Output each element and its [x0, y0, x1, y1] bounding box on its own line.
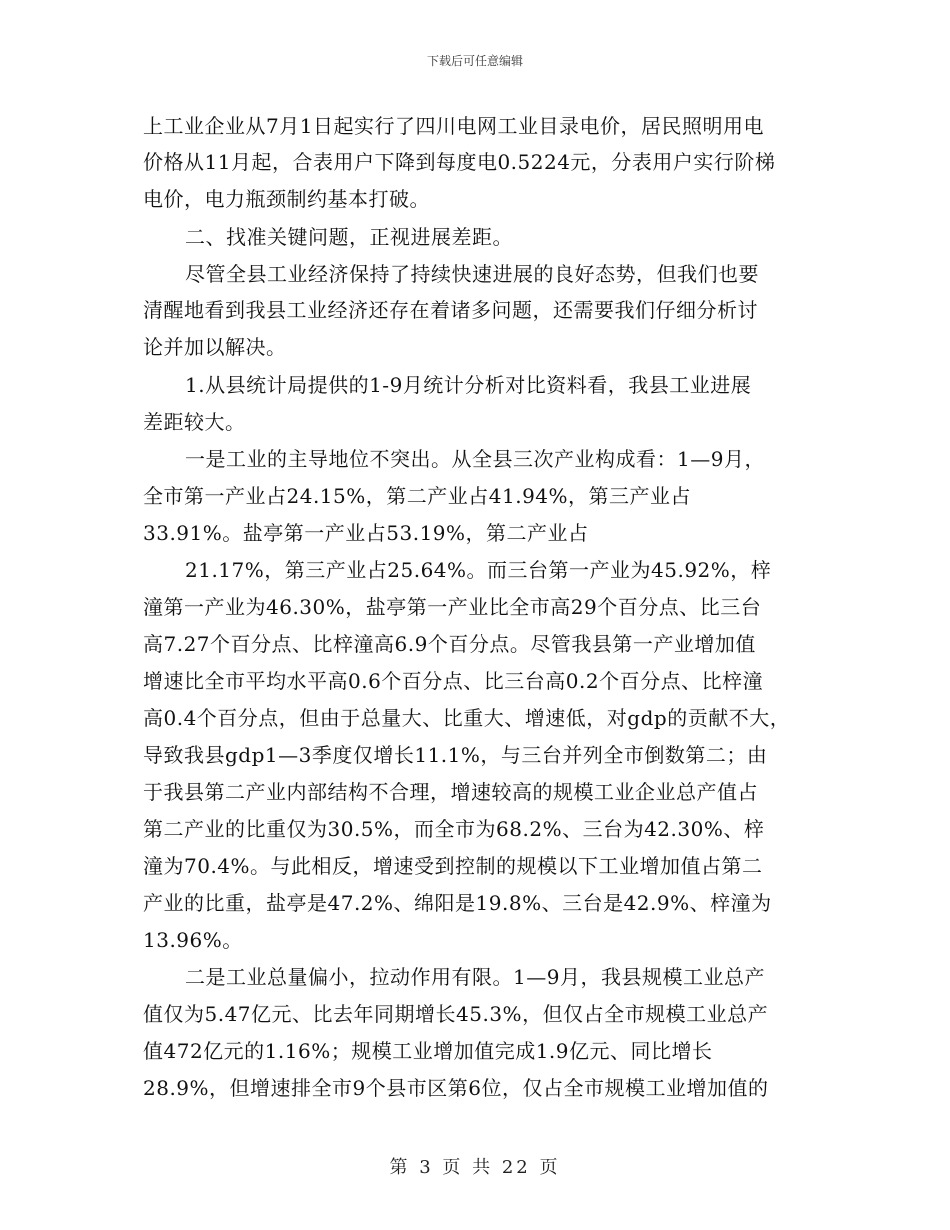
text-line: 产业的比重，盐亭是47.2%、绵阳是19.8%、三台是42.9%、梓潼为	[143, 891, 772, 915]
text-line: 论并加以解决。	[143, 335, 287, 359]
page-header: 下载后可任意编辑	[426, 54, 523, 68]
text-line: 二是工业总量偏小，拉动作用有限。1—9月，我县规模工业总产	[185, 965, 765, 989]
text-line: 值472亿元的1.16%；规模工业增加值完成1.9亿元、同比增长	[143, 1039, 713, 1063]
text-line: 第二产业的比重仅为30.5%，而全市为68.2%、三台为42.30%、梓	[143, 817, 765, 841]
text-line: 尽管全县工业经济保持了持续快速进展的良好态势，但我们也要	[185, 262, 759, 286]
text-line: 价格从11月起，合表用户下降到每度电0.5224元，分表用户实行阶梯	[143, 150, 776, 174]
text-line: 33.91%。盐亭第一产业占53.19%，第二产业占	[143, 521, 589, 545]
text-line: 高0.4个百分点，但由于总量大、比重大、增速低，对gdp的贡献不大，	[143, 706, 791, 730]
text-line: 全市第一产业占24.15%，第二产业占41.94%，第三产业占	[143, 484, 692, 508]
text-line: 13.96%。	[143, 928, 243, 952]
text-line: 21.17%，第三产业占25.64%。而三台第一产业为45.92%，梓	[185, 558, 772, 582]
text-line: 差距较大。	[143, 410, 246, 434]
text-line: 导致我县gdp1—3季度仅增长11.1%，与三台并列全市倒数第二；由	[143, 743, 768, 767]
text-line: 1.从县统计局提供的1-9月统计分析对比资料看，我县工业进展	[185, 373, 752, 397]
text-line: 高7.27个百分点、比梓潼高6.9个百分点。尽管我县第一产业增加值	[143, 632, 756, 656]
text-line: 潼为70.4%。与此相反，增速受到控制的规模以下工业增加值占第二	[143, 854, 763, 878]
text-line: 电价，电力瓶颈制约基本打破。	[143, 187, 430, 211]
text-line: 一是工业的主导地位不突出。从全县三次产业构成看：1—9月，	[185, 447, 765, 471]
page-footer: 第 3 页 共 22 页	[389, 1157, 561, 1178]
section-heading: 二、找准关键问题，正视进展差距。	[185, 225, 513, 249]
text-line: 上工业企业从7月1日起实行了四川电网工业目录电价，居民照明用电	[143, 114, 764, 138]
text-line: 清醒地看到我县工业经济还存在着诸多问题，还需要我们仔细分析讨	[143, 298, 758, 322]
text-line: 增速比全市平均水平高0.6个百分点、比三台高0.2个百分点、比梓潼	[143, 669, 764, 693]
text-line: 28.9%，但增速排全市9个县市区第6位，仅占全市规模工业增加值的	[143, 1076, 769, 1100]
text-line: 于我县第二产业内部结构不合理，增速较高的规模工业企业总产值占	[143, 780, 758, 804]
text-line: 潼第一产业为46.30%，盐亭第一产业比全市高29个百分点、比三台	[143, 595, 762, 619]
text-line: 值仅为5.47亿元、比去年同期增长45.3%，但仅占全市规模工业总产	[143, 1002, 769, 1026]
